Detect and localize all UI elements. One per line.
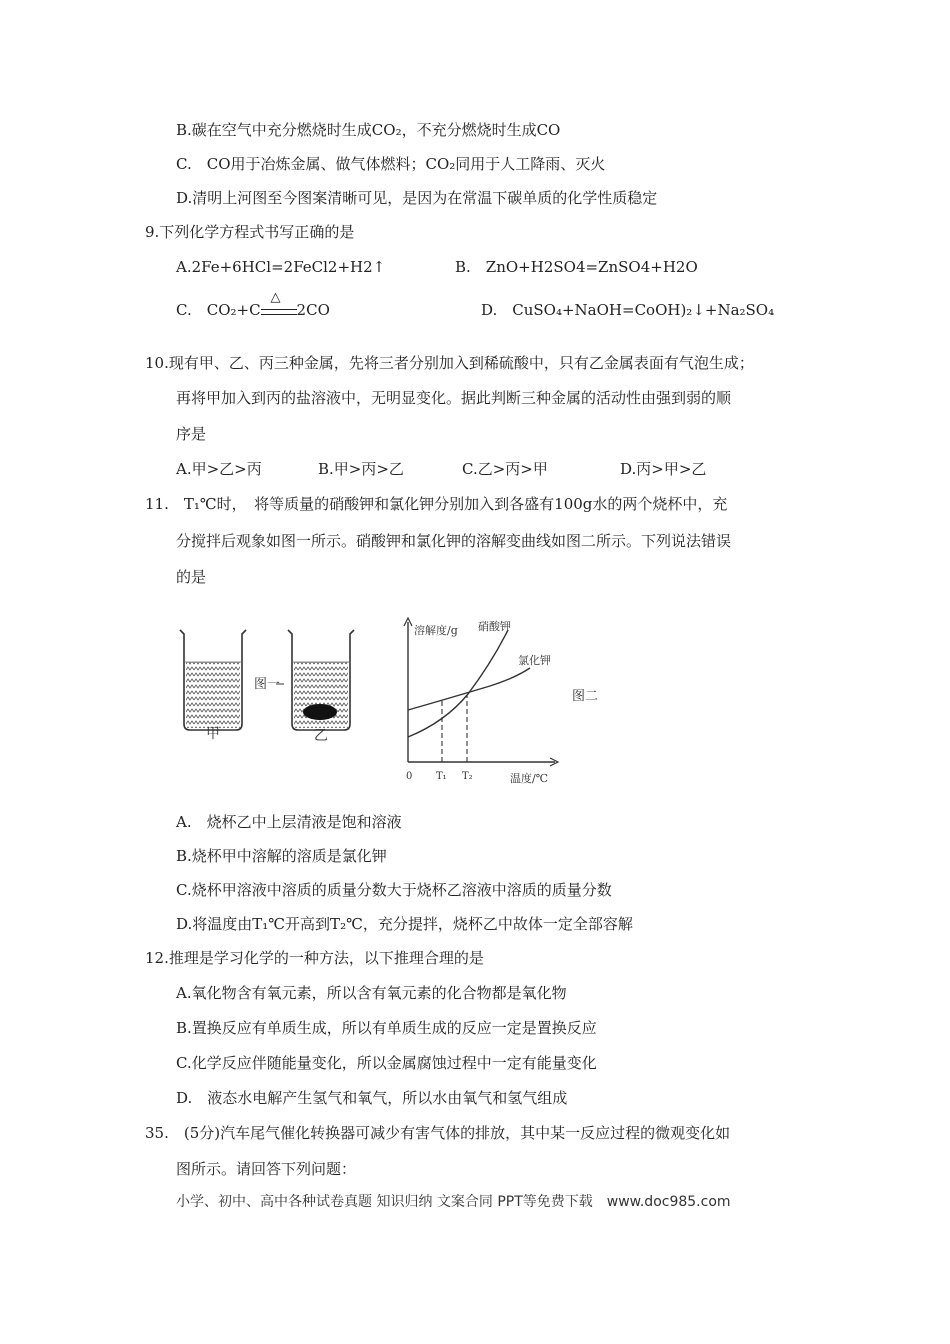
reaction-arrow xyxy=(261,290,297,320)
beaker-yi xyxy=(288,630,354,730)
q9-option-c-suffix: 2CO xyxy=(296,301,330,319)
fig1-label: 图一 xyxy=(254,677,281,692)
q8-option-b: B.碳在空气中充分燃烧时生成CO₂，不充分燃烧时生成CO xyxy=(176,121,561,139)
beaker-jia-label: 甲 xyxy=(206,726,220,742)
heat-condition: △ xyxy=(270,290,281,305)
q11-line-1: 11. T₁℃时， 将等质量的硝酸钾和氯化钾分别加入到各盛有100g水的两个烧杯中，充 xyxy=(145,495,728,513)
q10-line-3: 序是 xyxy=(176,425,207,443)
curve-kno3-label: 硝酸钾 xyxy=(478,620,511,633)
q11-line-3: 的是 xyxy=(176,568,207,586)
q8-option-c: C. CO用于冶炼金属、做气体燃料；CO₂同用于人工降雨、灭火 xyxy=(176,155,606,173)
q11-option-b: B.烧杯甲中溶解的溶质是氯化钾 xyxy=(176,847,387,865)
q12-option-a: A.氧化物含有氧元素，所以含有氧元素的化合物都是氧化物 xyxy=(176,984,567,1002)
beaker-jia xyxy=(180,630,246,730)
q11-option-a: A. 烧杯乙中上层清液是饱和溶液 xyxy=(176,813,402,831)
q9-stem: 9.下列化学方程式书写正确的是 xyxy=(145,223,355,241)
y-axis-label: 溶解度/g xyxy=(414,624,458,637)
q10-option-a: A.甲>乙>丙 xyxy=(176,460,262,478)
q10-option-c: C.乙>丙>甲 xyxy=(462,460,548,478)
undissolved-solid xyxy=(303,704,337,720)
q12-stem: 12.推理是学习化学的一种方法，以下推理合理的是 xyxy=(145,949,484,967)
q9-option-a: A.2Fe+6HCl=2FeCl2+H2↑ xyxy=(176,258,386,276)
curve-kcl-label: 氯化钾 xyxy=(518,654,551,667)
beaker-yi-label: 乙 xyxy=(314,728,328,744)
q9-option-b: B. ZnO+H2SO4=ZnSO4+H2O xyxy=(455,258,698,276)
q9-option-c-prefix: C. CO₂+C xyxy=(176,301,261,319)
q11-line-2: 分搅拌后观象如图一所示。硝酸钾和氯化钾的溶解变曲线如图二所示。下列说法错误 xyxy=(176,532,732,550)
curve-kcl xyxy=(408,668,530,710)
q12-option-d: D. 液态水电解产生氢气和氧气，所以水由氧气和氢气组成 xyxy=(176,1089,568,1107)
q35-line-1: 35. (5分)汽车尾气催化转换器可减少有害气体的排放，其中某一反应过程的微观变化如 xyxy=(145,1124,731,1142)
fig2-label: 图二 xyxy=(572,689,599,704)
q9-option-d: D. CuSO₄+NaOH=CoOH)₂↓+Na₂SO₄ xyxy=(481,301,775,319)
equals-bar xyxy=(261,309,297,315)
q10-option-d: D.丙>甲>乙 xyxy=(620,460,707,478)
q12-option-b: B.置换反应有单质生成，所以有单质生成的反应一定是置换反应 xyxy=(176,1019,597,1037)
x-axis-label: 温度/℃ xyxy=(510,772,549,785)
q12-option-c: C.化学反应伴随能量变化，所以金属腐蚀过程中一定有能量变化 xyxy=(176,1054,597,1072)
q10-line-2: 再将甲加入到丙的盐溶液中，无明显变化。据此判断三种金属的活动性由强到弱的顺 xyxy=(176,389,732,407)
q11-option-c: C.烧杯甲溶液中溶质的质量分数大于烧杯乙溶液中溶质的质量分数 xyxy=(176,881,612,899)
origin-label: 0 xyxy=(406,771,413,782)
footer-text: 小学、初中、高中各种试卷真题 知识归纳 文案合同 PPT等免费下载 www.doc985.com xyxy=(176,1194,731,1210)
t2-label: T₂ xyxy=(462,771,473,782)
q8-option-d: D.清明上河图至今图案清晰可见，是因为在常温下碳单质的化学性质稳定 xyxy=(176,189,658,207)
solubility-chart xyxy=(404,618,558,785)
q10-option-b: B.甲>丙>乙 xyxy=(318,460,404,478)
q10-line-1: 10.现有甲、乙、丙三种金属，先将三者分别加入到稀硫酸中，只有乙金属表面有气泡生成； xyxy=(145,354,754,372)
q11-figure xyxy=(170,612,640,792)
t1-label: T₁ xyxy=(436,771,447,782)
q9-option-c xyxy=(176,290,330,320)
curve-kno3 xyxy=(408,630,508,737)
q11-option-d: D.将温度由T₁℃开高到T₂℃，充分提拌，烧杯乙中故体一定全部容解 xyxy=(176,915,633,933)
q35-line-2: 图所示。请回答下列问题： xyxy=(176,1160,357,1178)
